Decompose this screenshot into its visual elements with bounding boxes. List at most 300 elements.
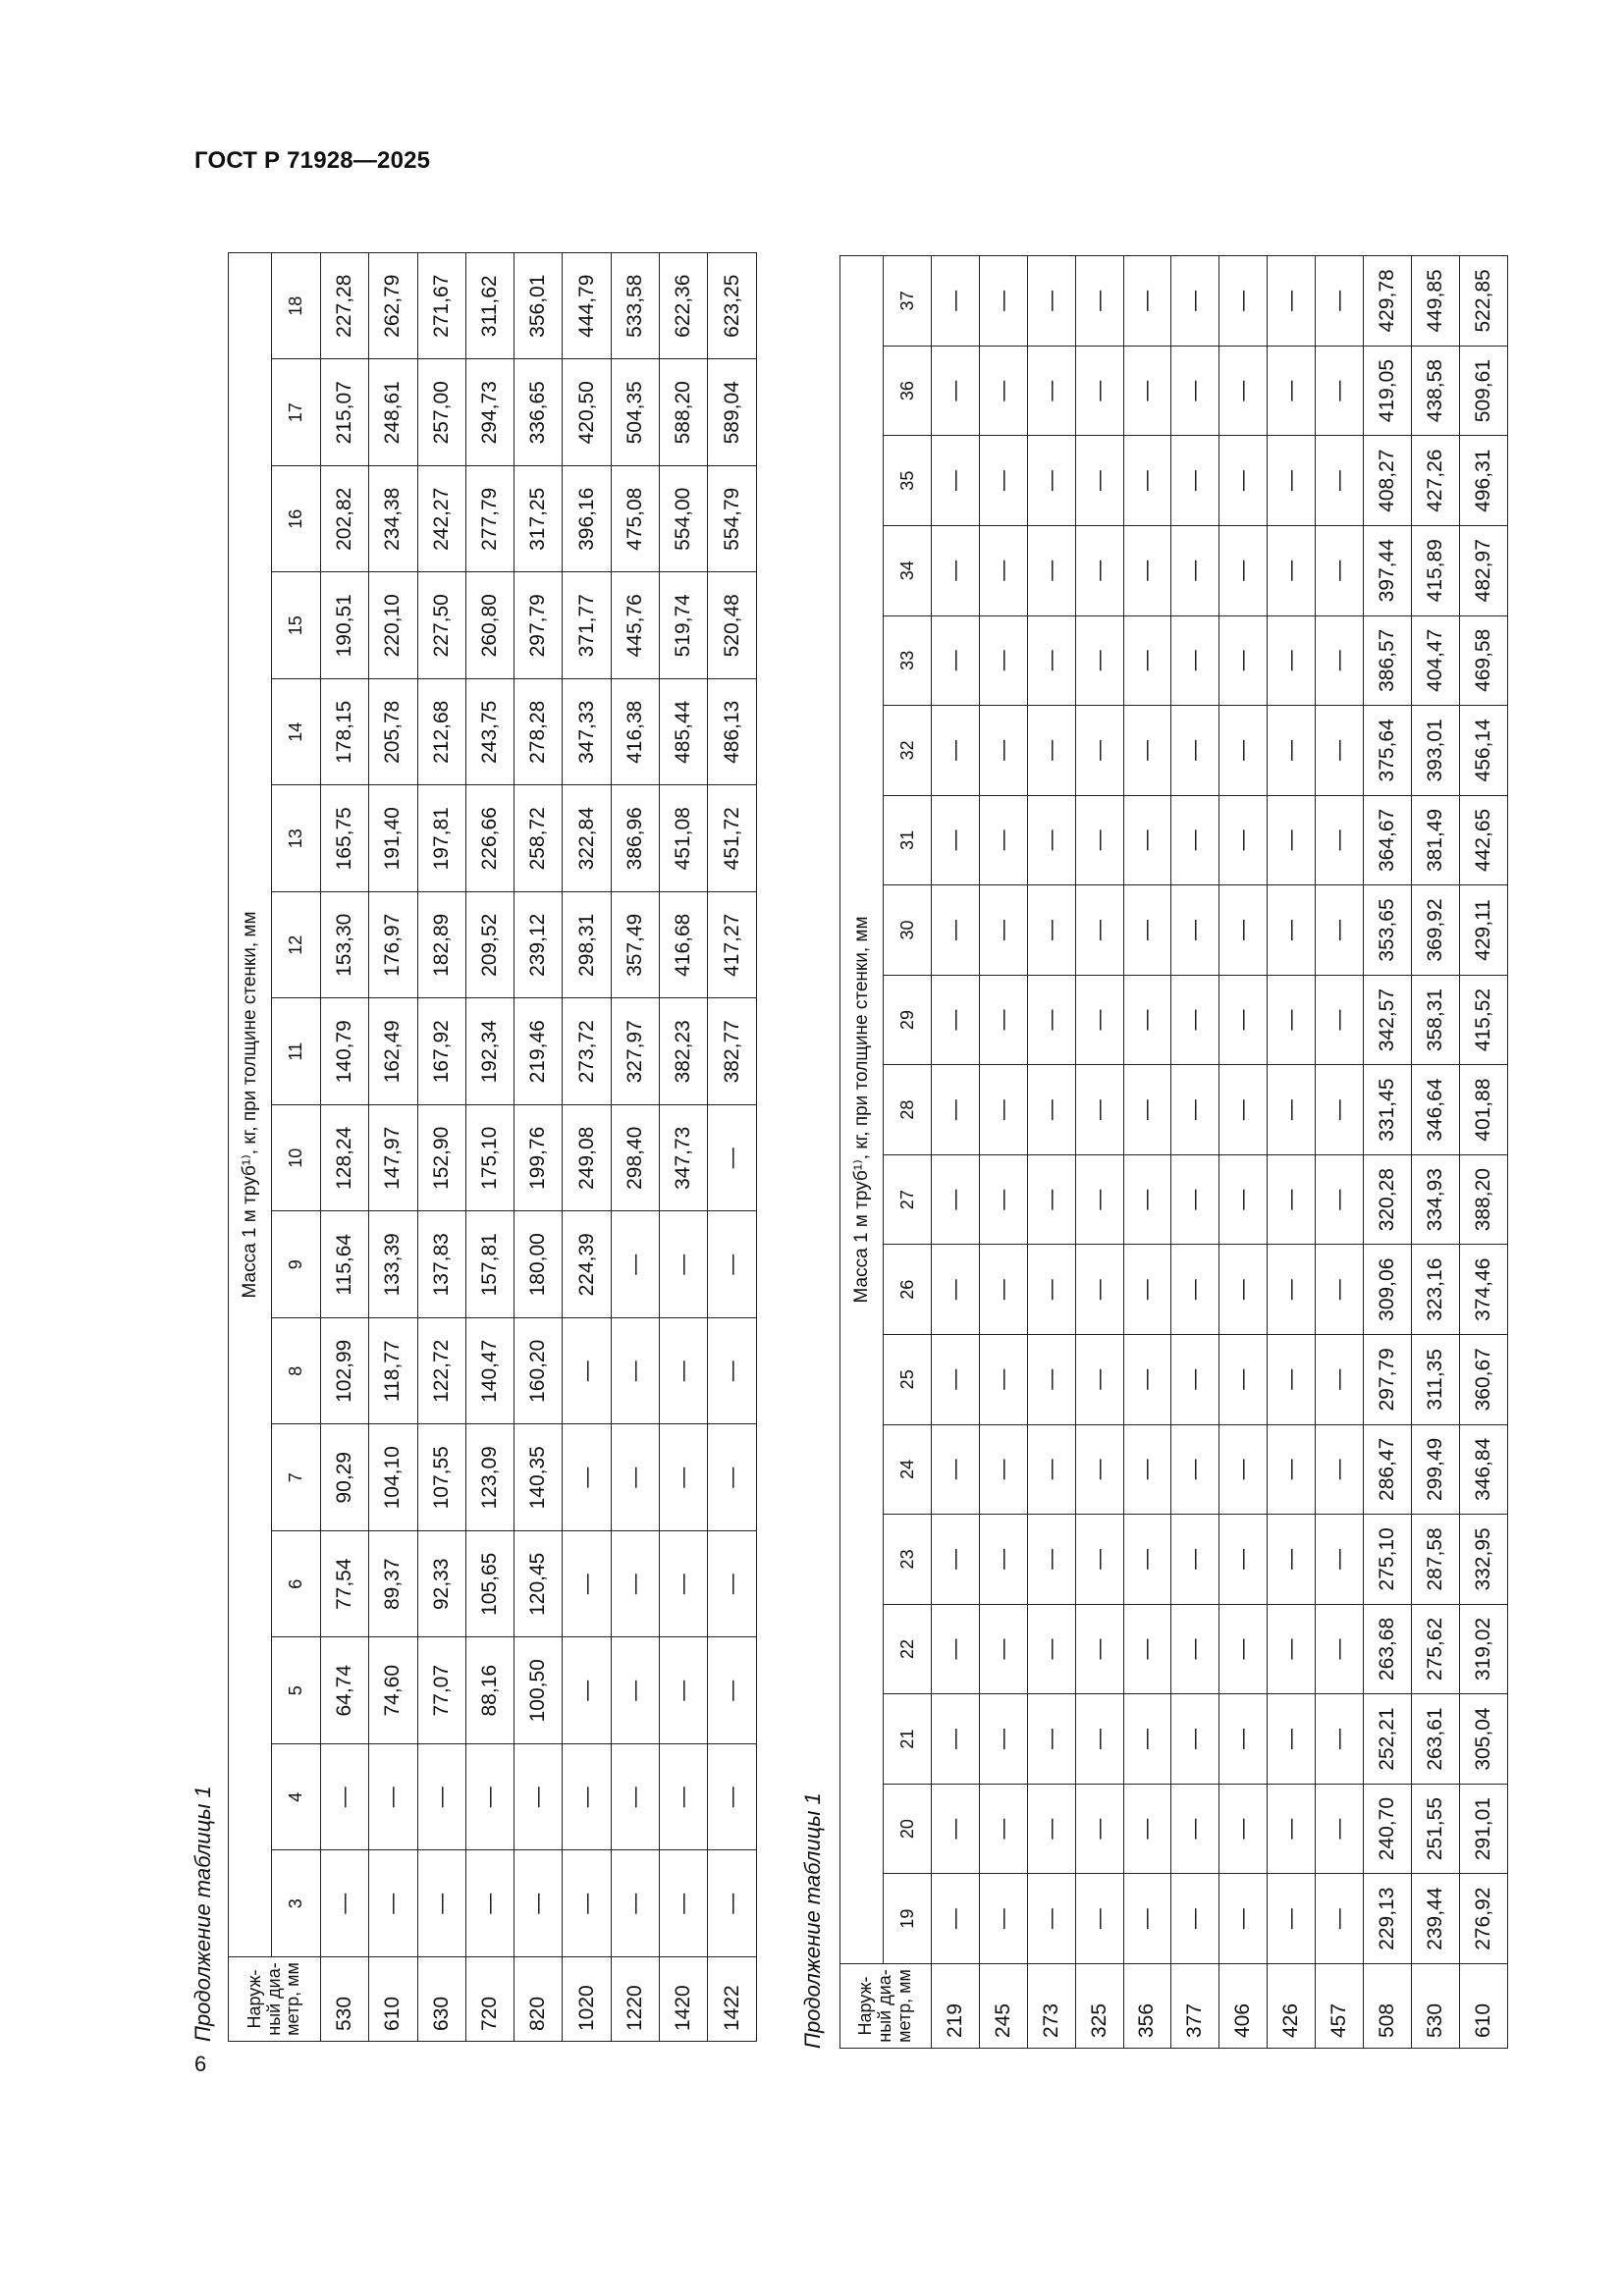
mass-cell: 416,38 [611, 679, 659, 786]
mass-cell: 175,10 [465, 1105, 514, 1212]
wall-thickness-header: 29 [884, 975, 932, 1065]
mass-cell: — [1268, 525, 1316, 615]
mass-cell: — [563, 1744, 611, 1851]
mass-cell: — [1316, 256, 1364, 347]
mass-cell: 323,16 [1411, 1245, 1459, 1335]
mass-cell: — [1316, 1335, 1364, 1425]
mass-cell: 417,27 [708, 892, 756, 999]
mass-cell: — [1027, 1335, 1075, 1425]
mass-cell: — [1027, 1515, 1075, 1605]
mass-cell: 317,25 [514, 466, 563, 573]
mass-table-1 [228, 252, 757, 2042]
wall-thickness-header: 30 [884, 885, 932, 976]
mass-cell: — [932, 1604, 980, 1694]
mass-cell: — [611, 1637, 659, 1744]
mass-cell: 311,35 [1411, 1335, 1459, 1425]
mass-cell: — [1171, 1154, 1219, 1245]
mass-cell: — [1268, 1694, 1316, 1785]
table-row [369, 252, 417, 2041]
mass-cell: — [932, 1245, 980, 1335]
mass-cell: — [1027, 1065, 1075, 1155]
mass-cell: 74,60 [369, 1637, 417, 1744]
mass-cell: — [611, 1318, 659, 1425]
mass-cell: 404,47 [1411, 615, 1459, 706]
mass-cell: — [1219, 436, 1268, 526]
mass-cell: — [1171, 1874, 1219, 1964]
mass-cell: — [611, 1211, 659, 1318]
mass-cell: — [1268, 706, 1316, 796]
table-row [1219, 256, 1268, 2049]
mass-cell: — [1316, 1065, 1364, 1155]
mass-cell: 334,93 [1411, 1154, 1459, 1245]
mass-cell: 240,70 [1364, 1784, 1412, 1874]
wall-thickness-header: 36 [884, 346, 932, 436]
mass-cell: 346,84 [1459, 1424, 1507, 1515]
mass-cell: 64,74 [321, 1637, 369, 1744]
mass-cell: 327,97 [611, 998, 659, 1105]
mass-cell: — [1027, 525, 1075, 615]
mass-cell: 212,68 [417, 679, 465, 786]
mass-cell: — [1268, 1515, 1316, 1605]
mass-cell: — [1027, 346, 1075, 436]
document-header: ГОСТ Р 71928—2025 [194, 147, 431, 174]
mass-cell: — [1219, 346, 1268, 436]
mass-cell: — [1027, 1784, 1075, 1874]
mass-cell: 191,40 [369, 785, 417, 892]
mass-cell: 408,27 [1364, 436, 1412, 526]
mass-cell: — [979, 346, 1027, 436]
mass-cell: 504,35 [611, 359, 659, 466]
mass-cell: 176,97 [369, 892, 417, 999]
wall-thickness-header: 31 [884, 795, 932, 885]
mass-cell: — [660, 1211, 708, 1318]
mass-cell: — [1075, 1515, 1123, 1605]
mass-cell: 451,72 [708, 785, 756, 892]
mass-cell: — [1316, 1604, 1364, 1694]
mass-cell: 309,06 [1364, 1245, 1412, 1335]
mass-cell: 104,10 [369, 1424, 417, 1531]
mass-cell: 248,61 [369, 359, 417, 466]
mass-cell: — [979, 1245, 1027, 1335]
mass-cell: — [1268, 256, 1316, 347]
diameter-cell: 820 [514, 1957, 563, 2042]
diameter-cell: 406 [1219, 1963, 1268, 2048]
mass-cell: — [1171, 1694, 1219, 1785]
mass-cell: — [660, 1637, 708, 1744]
table-row [465, 252, 514, 2041]
mass-cell: — [1171, 1335, 1219, 1425]
mass-cell: — [1075, 1245, 1123, 1335]
mass-cell: — [1171, 1245, 1219, 1335]
mass-cell: 486,13 [708, 679, 756, 786]
mass-cell: 278,28 [514, 679, 563, 786]
mass-cell: — [979, 1784, 1027, 1874]
mass-cell: 438,58 [1411, 346, 1459, 436]
mass-cell: 415,52 [1459, 975, 1507, 1065]
mass-cell: 353,65 [1364, 885, 1412, 976]
mass-cell: — [979, 1874, 1027, 1964]
mass-cell: 416,68 [660, 892, 708, 999]
wall-thickness-header: 17 [272, 359, 321, 466]
mass-cell: — [1219, 256, 1268, 347]
mass-cell: — [1123, 615, 1171, 706]
mass-cell: 262,79 [369, 252, 417, 359]
mass-cell: 622,36 [660, 252, 708, 359]
mass-cell: 298,31 [563, 892, 611, 999]
mass-cell: — [1316, 795, 1364, 885]
wall-thickness-header: 8 [272, 1318, 321, 1425]
mass-cell: 381,49 [1411, 795, 1459, 885]
mass-cell: — [1123, 885, 1171, 976]
mass-cell: — [1316, 615, 1364, 706]
mass-cell: 90,29 [321, 1424, 369, 1531]
table-row [563, 252, 611, 2041]
mass-cell: 219,46 [514, 998, 563, 1105]
mass-cell: 190,51 [321, 572, 369, 679]
mass-cell: 263,61 [1411, 1694, 1459, 1785]
mass-cell: 382,23 [660, 998, 708, 1105]
mass-cell: — [1123, 1065, 1171, 1155]
table-row [979, 256, 1027, 2049]
mass-cell: 305,04 [1459, 1694, 1507, 1785]
mass-cell: 297,79 [1364, 1335, 1412, 1425]
mass-cell: 249,08 [563, 1105, 611, 1212]
mass-cell: 442,65 [1459, 795, 1507, 885]
mass-cell: — [1123, 1784, 1171, 1874]
mass-cell: 588,20 [660, 359, 708, 466]
diameter-cell: 1220 [611, 1957, 659, 2042]
mass-cell: 100,50 [514, 1637, 563, 1744]
wall-thickness-header: 5 [272, 1637, 321, 1744]
mass-cell: — [1171, 795, 1219, 885]
mass-cell: — [1316, 1874, 1364, 1964]
diameter-cell: 630 [417, 1957, 465, 2042]
table-row [1268, 256, 1316, 2049]
mass-cell: 227,28 [321, 252, 369, 359]
table-row [1364, 256, 1412, 2049]
mass-cell: — [1027, 1424, 1075, 1515]
mass-cell: 192,34 [465, 998, 514, 1105]
mass-cell: — [660, 1850, 708, 1957]
mass-cell: 153,30 [321, 892, 369, 999]
mass-cell: — [1171, 1515, 1219, 1605]
mass-cell: — [1075, 975, 1123, 1065]
mass-cell: — [1219, 615, 1268, 706]
mass-cell: 520,48 [708, 572, 756, 679]
diameter-header: Наруж-ный диа-метр, мм [229, 1957, 321, 2042]
mass-cell: — [1171, 1604, 1219, 1694]
mass-cell: — [1075, 436, 1123, 526]
mass-cell: 482,97 [1459, 525, 1507, 615]
mass-cell: 444,79 [563, 252, 611, 359]
mass-cell: 386,96 [611, 785, 659, 892]
mass-cell: — [1316, 436, 1364, 526]
table-row [932, 256, 980, 2049]
wall-thickness-header: 34 [884, 525, 932, 615]
wall-thickness-header: 7 [272, 1424, 321, 1531]
mass-cell: — [563, 1850, 611, 1957]
mass-cell: — [1027, 975, 1075, 1065]
table-block-2 [800, 255, 1508, 2049]
mass-cell: — [1219, 1874, 1268, 1964]
mass-cell: — [465, 1744, 514, 1851]
mass-cell: — [660, 1424, 708, 1531]
mass-cell: — [563, 1318, 611, 1425]
mass-cell: — [979, 1424, 1027, 1515]
wall-thickness-header: 33 [884, 615, 932, 706]
mass-cell: 180,00 [514, 1211, 563, 1318]
mass-cell: — [932, 1424, 980, 1515]
mass-cell: 485,44 [660, 679, 708, 786]
wall-thickness-header: 25 [884, 1335, 932, 1425]
mass-cell: 356,01 [514, 252, 563, 359]
mass-cell: — [611, 1424, 659, 1531]
mass-cell: — [1027, 706, 1075, 796]
mass-cell: — [932, 1515, 980, 1605]
mass-cell: 401,88 [1459, 1065, 1507, 1155]
mass-cell: 160,20 [514, 1318, 563, 1425]
mass-cell: 420,50 [563, 359, 611, 466]
table-block-1 [190, 252, 757, 2042]
mass-cell: 386,57 [1364, 615, 1412, 706]
mass-table-2 [839, 255, 1508, 2049]
mass-cell: 205,78 [369, 679, 417, 786]
mass-cell: 137,83 [417, 1211, 465, 1318]
page-number: 6 [194, 2052, 207, 2076]
mass-cell: — [1316, 1424, 1364, 1515]
wall-thickness-header: 19 [884, 1874, 932, 1964]
mass-cell: 227,50 [417, 572, 465, 679]
table-row [1411, 256, 1459, 2049]
wall-thickness-header: 28 [884, 1065, 932, 1155]
mass-cell: 140,79 [321, 998, 369, 1105]
wall-thickness-header: 10 [272, 1105, 321, 1212]
mass-cell: — [1171, 706, 1219, 796]
mass-cell: — [1123, 1604, 1171, 1694]
diameter-cell: 426 [1268, 1963, 1316, 2048]
mass-cell: — [514, 1850, 563, 1957]
mass-cell: — [1268, 1604, 1316, 1694]
mass-cell: — [1268, 975, 1316, 1065]
mass-cell: — [1219, 1694, 1268, 1785]
mass-cell: — [1171, 1065, 1219, 1155]
diameter-cell: 530 [1411, 1963, 1459, 2048]
mass-cell: — [1316, 1245, 1364, 1335]
mass-cell: — [932, 436, 980, 526]
mass-cell: 371,77 [563, 572, 611, 679]
mass-cell: 120,45 [514, 1531, 563, 1638]
mass-cell: 178,15 [321, 679, 369, 786]
mass-cell: — [1075, 706, 1123, 796]
mass-cell: 102,99 [321, 1318, 369, 1425]
mass-cell: — [708, 1744, 756, 1851]
wall-thickness-header: 32 [884, 706, 932, 796]
diameter-cell: 720 [465, 1957, 514, 2042]
mass-cell: 364,67 [1364, 795, 1412, 885]
mass-cell: — [1316, 706, 1364, 796]
mass-cell: — [1027, 1694, 1075, 1785]
mass-cell: — [1123, 795, 1171, 885]
diameter-cell: 1420 [660, 1957, 708, 2042]
mass-cell: — [932, 615, 980, 706]
mass-cell: 496,31 [1459, 436, 1507, 526]
mass-cell: — [932, 795, 980, 885]
mass-cell: 475,08 [611, 466, 659, 573]
wall-thickness-header: 4 [272, 1744, 321, 1851]
mass-cell: 451,08 [660, 785, 708, 892]
mass-cell: 456,14 [1459, 706, 1507, 796]
mass-cell: — [932, 525, 980, 615]
mass-cell: 199,76 [514, 1105, 563, 1212]
mass-cell: 167,92 [417, 998, 465, 1105]
mass-cell: — [1219, 1245, 1268, 1335]
mass-cell: 336,65 [514, 359, 563, 466]
table-caption: Продолжение таблицы 1 [190, 1786, 215, 2042]
mass-cell: 533,58 [611, 252, 659, 359]
mass-cell: 449,85 [1411, 256, 1459, 347]
mass-cell: — [932, 975, 980, 1065]
mass-cell: 429,11 [1459, 885, 1507, 976]
mass-cell: 122,72 [417, 1318, 465, 1425]
diameter-cell: 530 [321, 1957, 369, 2042]
mass-cell: — [1075, 525, 1123, 615]
mass-cell: 147,97 [369, 1105, 417, 1212]
wall-thickness-header: 6 [272, 1531, 321, 1638]
mass-cell: — [979, 436, 1027, 526]
mass-cell: — [1219, 1515, 1268, 1605]
mass-cell: — [1075, 1874, 1123, 1964]
mass-cell: 105,65 [465, 1531, 514, 1638]
wall-thickness-header: 11 [272, 998, 321, 1105]
mass-cell: — [1075, 1154, 1123, 1245]
mass-cell: 258,72 [514, 785, 563, 892]
mass-cell: — [1268, 436, 1316, 526]
mass-cell: — [1316, 975, 1364, 1065]
diameter-cell: 356 [1123, 1963, 1171, 2048]
mass-cell: 242,27 [417, 466, 465, 573]
wall-thickness-header: 15 [272, 572, 321, 679]
mass-cell: 415,89 [1411, 525, 1459, 615]
table-row [1459, 256, 1507, 2049]
table-row [611, 252, 659, 2041]
mass-cell: 273,72 [563, 998, 611, 1105]
mass-cell: — [417, 1850, 465, 1957]
mass-cell: — [563, 1531, 611, 1638]
mass-cell: 589,04 [708, 359, 756, 466]
table-row [1027, 256, 1075, 2049]
mass-cell: 554,79 [708, 466, 756, 573]
mass-cell: 251,55 [1411, 1784, 1459, 1874]
mass-cell: — [321, 1744, 369, 1851]
mass-cell: 152,90 [417, 1105, 465, 1212]
wall-thickness-header: 22 [884, 1604, 932, 1694]
mass-cell: 209,52 [465, 892, 514, 999]
mass-cell: 375,64 [1364, 706, 1412, 796]
mass-cell: — [1075, 1604, 1123, 1694]
mass-cell: 239,12 [514, 892, 563, 999]
mass-cell: 140,47 [465, 1318, 514, 1425]
mass-cell: — [465, 1850, 514, 1957]
mass-cell: 388,20 [1459, 1154, 1507, 1245]
table-row [1171, 256, 1219, 2049]
mass-cell: — [563, 1424, 611, 1531]
mass-cell: — [611, 1531, 659, 1638]
mass-cell: — [979, 1694, 1027, 1785]
mass-cell: — [1219, 975, 1268, 1065]
mass-cell: 297,79 [514, 572, 563, 679]
wall-thickness-header: 3 [272, 1850, 321, 1957]
mass-cell: 382,77 [708, 998, 756, 1105]
diameter-cell: 1020 [563, 1957, 611, 2042]
diameter-cell: 610 [1459, 1963, 1507, 2048]
mass-cell: 522,85 [1459, 256, 1507, 347]
mass-cell: — [1027, 615, 1075, 706]
mass-cell: 275,62 [1411, 1604, 1459, 1694]
wall-thickness-header: 16 [272, 466, 321, 573]
mass-cell: 286,47 [1364, 1424, 1412, 1515]
mass-cell: — [1075, 1694, 1123, 1785]
mass-cell: 360,67 [1459, 1335, 1507, 1425]
mass-cell: 277,79 [465, 466, 514, 573]
mass-cell: 342,57 [1364, 975, 1412, 1065]
mass-cell: 133,39 [369, 1211, 417, 1318]
mass-cell: 299,49 [1411, 1424, 1459, 1515]
mass-cell: — [1268, 885, 1316, 976]
mass-cell: — [660, 1531, 708, 1638]
diameter-header: Наруж-ный диа-метр, мм [840, 1963, 932, 2048]
wall-thickness-header: 14 [272, 679, 321, 786]
mass-cell: — [1075, 885, 1123, 976]
mass-cell: 429,78 [1364, 256, 1412, 347]
wall-thickness-header: 27 [884, 1154, 932, 1245]
mass-cell: — [932, 256, 980, 347]
mass-cell: — [1268, 1154, 1316, 1245]
mass-cell: — [1219, 795, 1268, 885]
mass-cell: — [1123, 1154, 1171, 1245]
mass-cell: 320,28 [1364, 1154, 1412, 1245]
mass-cell: — [1268, 1335, 1316, 1425]
mass-cell: — [369, 1744, 417, 1851]
mass-cell: 347,73 [660, 1105, 708, 1212]
mass-cell: 182,89 [417, 892, 465, 999]
mass-cell: — [979, 975, 1027, 1065]
mass-cell: 140,35 [514, 1424, 563, 1531]
mass-cell: — [369, 1850, 417, 1957]
mass-cell: — [932, 1874, 980, 1964]
table-row [321, 252, 369, 2041]
mass-super-header: Масса 1 м труб¹⁾, кг, при толщине стенки, мм [229, 252, 272, 1956]
mass-cell: — [1123, 1424, 1171, 1515]
mass-cell: — [1171, 975, 1219, 1065]
mass-cell: 275,10 [1364, 1515, 1412, 1605]
mass-cell: — [1316, 525, 1364, 615]
mass-cell: — [1268, 795, 1316, 885]
diameter-cell: 1422 [708, 1957, 756, 2042]
mass-cell: — [979, 1335, 1027, 1425]
mass-cell: 157,81 [465, 1211, 514, 1318]
mass-cell: 554,00 [660, 466, 708, 573]
mass-cell: 271,67 [417, 252, 465, 359]
mass-cell: — [979, 706, 1027, 796]
mass-cell: 165,75 [321, 785, 369, 892]
mass-cell: — [1075, 795, 1123, 885]
mass-cell: 294,73 [465, 359, 514, 466]
wall-thickness-header: 13 [272, 785, 321, 892]
mass-cell: — [932, 1335, 980, 1425]
mass-cell: 260,80 [465, 572, 514, 679]
diameter-cell: 273 [1027, 1963, 1075, 2048]
mass-cell: — [1123, 436, 1171, 526]
